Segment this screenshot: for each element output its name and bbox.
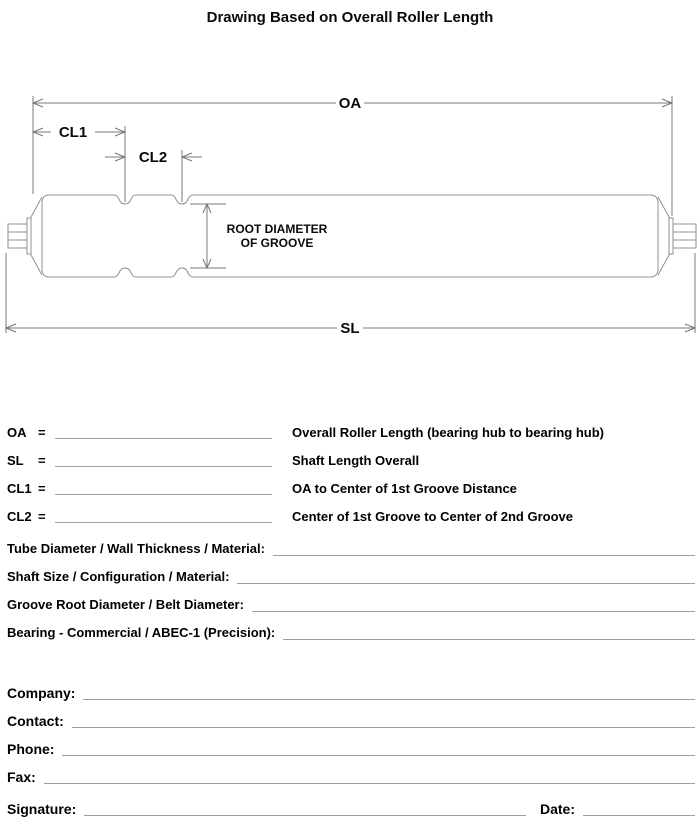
company-label: Company: [7, 685, 76, 701]
cl1-dimension-label: CL1 [58, 124, 88, 141]
contact-field[interactable] [72, 712, 695, 728]
equals-sign: = [38, 481, 46, 496]
fax-field[interactable] [44, 768, 695, 784]
sl-dimension-label: SL [340, 320, 360, 337]
date-label: Date: [539, 801, 575, 817]
phone-field[interactable] [62, 740, 695, 756]
sl-description: Shaft Length Overall [292, 453, 420, 468]
shaft-spec-label: Shaft Size / Configuration / Material: [7, 569, 230, 584]
bearing-spec-row [7, 624, 695, 642]
roller-diagram [0, 0, 700, 360]
dimension-lines [6, 96, 695, 333]
shaft-spec-field[interactable] [237, 568, 695, 584]
left-shaft-flats [8, 232, 27, 240]
page-title: Drawing Based on Overall Roller Length [206, 9, 494, 26]
phone-row [7, 740, 695, 758]
right-bearing-ring [669, 218, 673, 254]
roller-outline [8, 195, 696, 277]
oa-dimension-label: OA [338, 95, 362, 112]
signature-date-row [7, 800, 695, 818]
oa-description: Overall Roller Length (bearing hub to bearing hub) [292, 425, 605, 440]
tube-spec-label: Tube Diameter / Wall Thickness / Material: [7, 541, 265, 556]
root-diameter-label-line1: ROOT DIAMETER [226, 222, 328, 236]
groove-spec-label: Groove Root Diameter / Belt Diameter: [7, 597, 244, 612]
root-diameter-dimension-line [190, 204, 226, 268]
bearing-spec-field[interactable] [283, 624, 695, 640]
bearing-spec-label: Bearing - Commercial / ABEC-1 (Precision): [7, 625, 276, 640]
left-bearing-hub [31, 197, 42, 275]
contact-row [7, 712, 695, 730]
shaft-spec-row [7, 568, 695, 586]
contact-label: Contact: [7, 713, 64, 729]
right-shaft [673, 224, 696, 248]
equals-sign: = [38, 509, 46, 524]
equals-sign: = [38, 425, 46, 440]
oa-dimension-line [33, 96, 672, 216]
date-field[interactable] [583, 800, 695, 816]
fax-label: Fax: [7, 769, 36, 785]
company-row [7, 684, 695, 702]
sl-value-field[interactable] [55, 452, 272, 467]
cl1-definition-row [7, 480, 695, 498]
oa-value-field[interactable] [55, 424, 272, 439]
fax-row [7, 768, 695, 786]
sl-term: SL [7, 453, 24, 468]
tube-body-with-grooves [42, 195, 658, 277]
tube-spec-row [7, 540, 695, 558]
right-bearing-hub [658, 197, 669, 275]
phone-label: Phone: [7, 741, 55, 757]
cl1-value-field[interactable] [55, 480, 272, 495]
tube-spec-field[interactable] [273, 540, 695, 556]
cl1-description: OA to Center of 1st Groove Distance [292, 481, 517, 496]
groove-spec-row [7, 596, 695, 614]
cl2-term: CL2 [7, 509, 32, 524]
left-bearing-ring [27, 218, 31, 254]
company-field[interactable] [83, 684, 695, 700]
cl1-term: CL1 [7, 481, 32, 496]
cl2-description: Center of 1st Groove to Center of 2nd Groove [292, 509, 573, 524]
right-shaft-flats [673, 232, 696, 240]
cl2-definition-row [7, 508, 695, 526]
root-diameter-label-line2: OF GROOVE [240, 236, 314, 250]
cl2-dimension-label: CL2 [138, 149, 168, 166]
sl-definition-row [7, 452, 695, 470]
oa-term: OA [7, 425, 27, 440]
signature-field[interactable] [84, 800, 526, 816]
oa-definition-row [7, 424, 695, 442]
equals-sign: = [38, 453, 46, 468]
signature-label: Signature: [7, 801, 77, 817]
cl2-value-field[interactable] [55, 508, 272, 523]
left-shaft [8, 224, 27, 248]
groove-spec-field[interactable] [252, 596, 695, 612]
